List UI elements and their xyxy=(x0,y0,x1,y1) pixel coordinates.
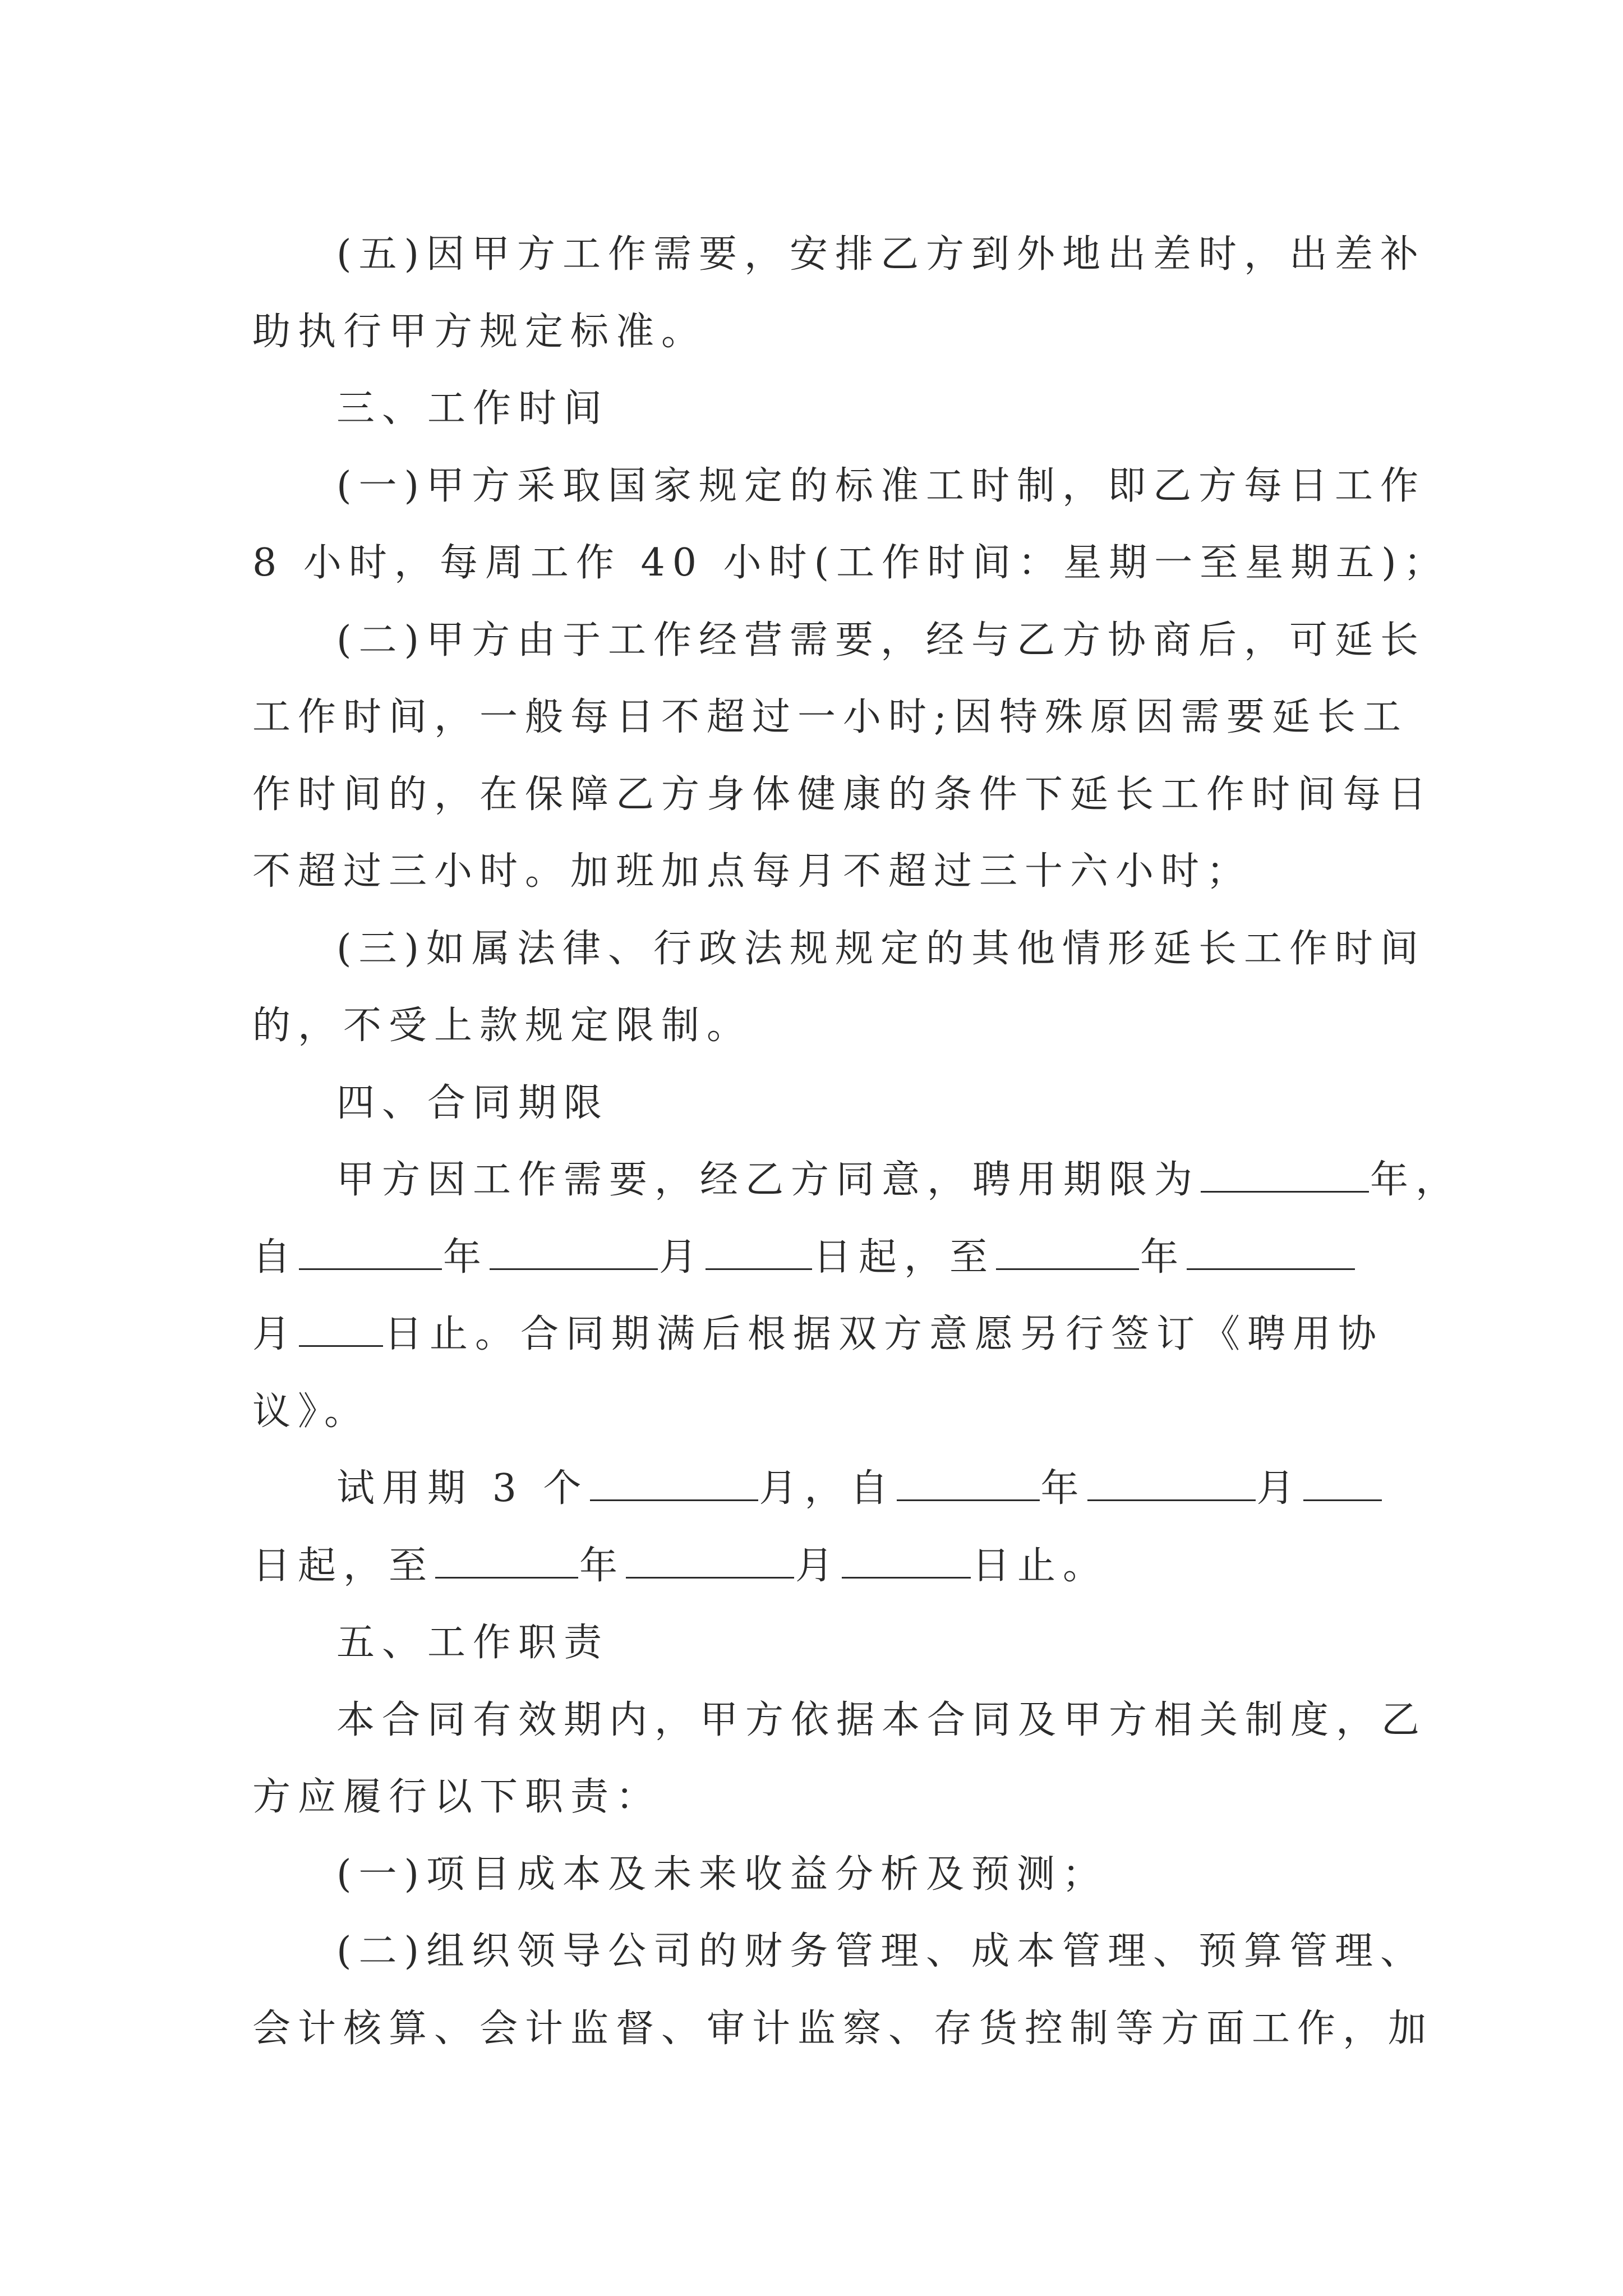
text-line xyxy=(252,1219,1380,1296)
text-fragment: 年 xyxy=(1140,1235,1186,1280)
text-fragment: 月 xyxy=(252,1312,298,1356)
text-line: (一)项目成本及未来收益分析及预测； xyxy=(336,1852,1108,1897)
paragraph-contract-term xyxy=(252,1142,1461,1450)
text-fragment: 试用期 3 个 xyxy=(336,1466,589,1511)
fill-in-blank-end-month-start[interactable] xyxy=(1187,1235,1355,1270)
fill-in-blank-start-day[interactable] xyxy=(706,1235,812,1270)
section-heading-contract-term xyxy=(252,1065,1380,1142)
fill-in-blank-probation-start-day[interactable] xyxy=(1303,1466,1382,1501)
paragraph-duty-1 xyxy=(252,1836,1380,1913)
text-fragment: 日止。合同期满后根据双方意愿另行签订《聘用协 xyxy=(384,1312,1384,1356)
fill-in-blank-years[interactable] xyxy=(1201,1157,1369,1193)
text-line xyxy=(252,1142,1461,1219)
text-line: 助执行甲方规定标准。 xyxy=(252,309,707,354)
fill-in-blank-probation-start-month[interactable] xyxy=(1087,1466,1256,1501)
text-line: 不超过三小时。加班加点每月不超过三十六小时； xyxy=(252,849,1252,894)
text-line: (五)因甲方工作需要，安排乙方到外地出差时，出差补 xyxy=(336,232,1426,277)
fill-in-blank-probation-end-month[interactable] xyxy=(626,1543,794,1579)
text-line: 作时间的，在保障乙方身体健康的条件下延长工作时间每日 xyxy=(252,772,1434,817)
text-fragment: 年， xyxy=(1370,1158,1461,1202)
fill-in-blank-probation-months[interactable] xyxy=(590,1466,758,1501)
text-line xyxy=(252,1527,1380,1605)
fill-in-blank-start-month[interactable] xyxy=(490,1235,658,1270)
section-heading-working-hours xyxy=(252,370,1380,448)
fill-in-blank-probation-start-year[interactable] xyxy=(897,1466,1040,1501)
section-heading-job-duties xyxy=(252,1604,1380,1682)
text-line: (二)组织领导公司的财务管理、成本管理、预算管理、 xyxy=(336,1929,1426,1973)
text-line: 工作时间，一般每日不超过一小时;因特殊原因需要延长工 xyxy=(252,695,1408,739)
text-fragment: 日止。 xyxy=(972,1543,1109,1588)
text-fragment: 月 xyxy=(659,1235,705,1280)
text-line: 8 小时，每周工作 40 小时(工作时间：星期一至星期五)； xyxy=(252,541,1449,585)
text-fragment: 年 xyxy=(1040,1466,1086,1511)
fill-in-blank-end-day[interactable] xyxy=(299,1312,383,1347)
text-fragment: 日起，至 xyxy=(252,1543,435,1588)
text-line: 议》。 xyxy=(252,1389,370,1434)
text-fragment: 年 xyxy=(579,1543,625,1588)
text-line: 本合同有效期内，甲方依据本合同及甲方相关制度，乙 xyxy=(336,1697,1427,1742)
paragraph-business-trip xyxy=(252,216,1426,370)
paragraph-duties-intro xyxy=(252,1682,1427,1836)
text-line: (三)如属法律、行政法规规定的其他情形延长工作时间 xyxy=(336,926,1426,971)
text-line: 的，不受上款规定限制。 xyxy=(252,1004,753,1048)
text-fragment: 月 xyxy=(795,1543,841,1588)
text-fragment: 月 xyxy=(1256,1466,1302,1511)
paragraph-duty-2 xyxy=(252,1913,1434,2067)
text-fragment: 日起，至 xyxy=(813,1235,995,1280)
heading-text: 五、工作职责 xyxy=(336,1621,610,1665)
text-line xyxy=(252,1296,1384,1373)
heading-text: 四、合同期限 xyxy=(336,1080,610,1125)
text-line: 会计核算、会计监督、审计监察、存货控制等方面工作，加 xyxy=(252,2006,1434,2051)
text-fragment: 自 xyxy=(252,1235,298,1280)
text-fragment: 年 xyxy=(443,1235,489,1280)
fill-in-blank-probation-end-year[interactable] xyxy=(435,1543,578,1579)
fill-in-blank-start-year[interactable] xyxy=(299,1235,442,1270)
text-line xyxy=(252,1450,1380,1527)
text-fragment: 甲方因工作需要，经乙方同意，聘用期限为 xyxy=(336,1158,1200,1202)
fill-in-blank-probation-end-day[interactable] xyxy=(842,1543,971,1579)
text-line: (二)甲方由于工作经营需要，经与乙方协商后，可延长 xyxy=(336,618,1426,662)
heading-text: 三、工作时间 xyxy=(336,386,610,431)
paragraph-overtime xyxy=(252,602,1434,910)
text-line: 方应履行以下职责： xyxy=(252,1775,662,1819)
fill-in-blank-end-year[interactable] xyxy=(996,1235,1139,1270)
paragraph-standard-hours xyxy=(252,448,1449,602)
text-line: (一)甲方采取国家规定的标准工时制，即乙方每日工作 xyxy=(336,463,1426,508)
paragraph-probation xyxy=(252,1450,1380,1604)
paragraph-legal-exception xyxy=(252,910,1426,1065)
text-fragment: 月，自 xyxy=(759,1466,896,1511)
document-body xyxy=(252,216,1461,2067)
